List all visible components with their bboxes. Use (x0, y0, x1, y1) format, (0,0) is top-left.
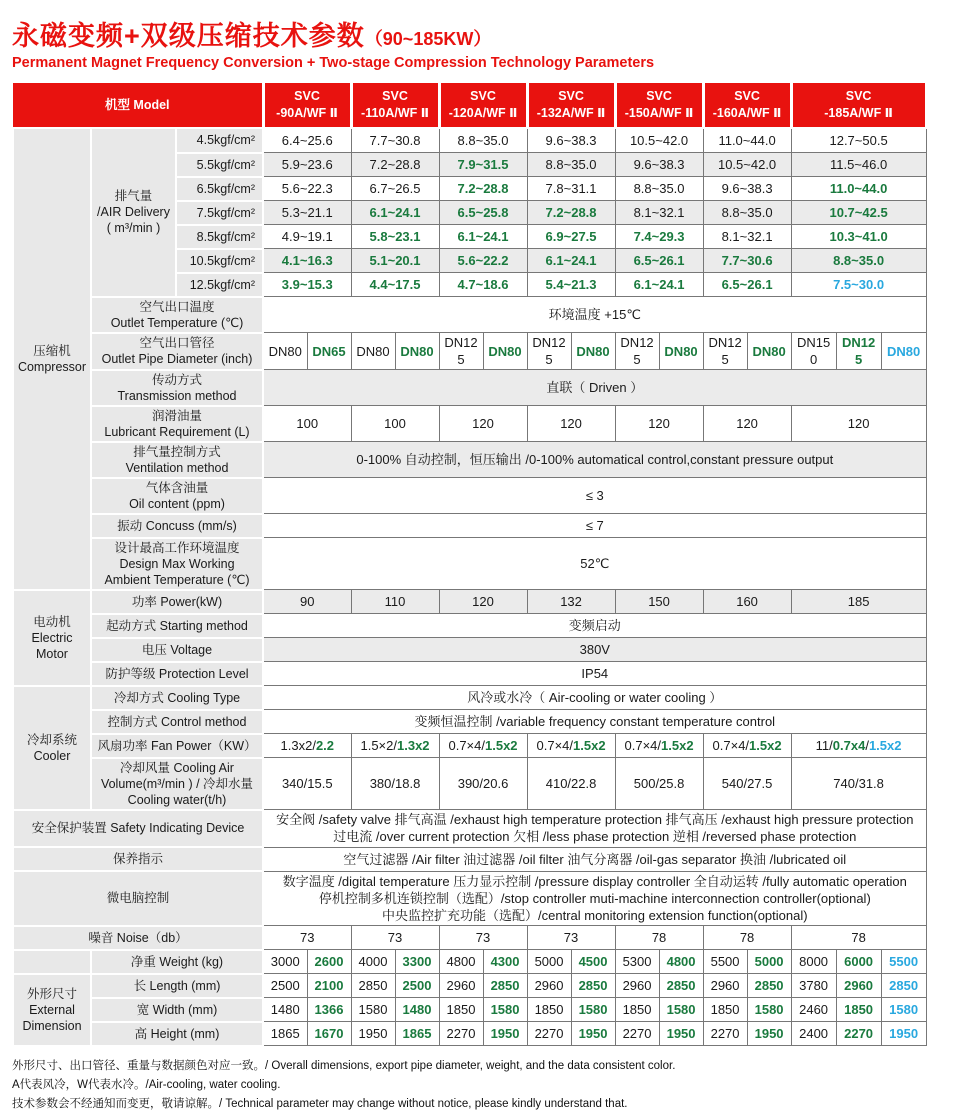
value-cell: 1580 (571, 998, 615, 1022)
value-cell: 1950 (747, 1022, 791, 1046)
spanning-value-cell: 风冷或水冷（ Air-cooling or water cooling ） (263, 686, 926, 710)
value-cell: 7.2~28.8 (351, 153, 439, 177)
value-cell: DN80 (571, 333, 615, 370)
value-cell: 4.1~16.3 (263, 249, 351, 273)
value-cell: 120 (791, 406, 926, 442)
row-label-cell: 传动方式 Transmission method (91, 370, 263, 406)
value-cell: 7.9~31.5 (439, 153, 527, 177)
value-cell: 4.4~17.5 (351, 273, 439, 297)
footer-note: 外形尺寸、出口管径、重量与数据颜色对应一致。/ Overall dimensions, export pipe diameter, weight, and the data consistent color. (12, 1059, 676, 1072)
group-label-cell (13, 950, 91, 974)
value-cell: 7.4~29.3 (615, 225, 703, 249)
value-cell: 5.6~22.2 (439, 249, 527, 273)
spanning-value-cell: ≤ 3 (263, 478, 926, 514)
table-row (13, 950, 926, 974)
value-cell: 2400 (791, 1022, 836, 1046)
table-row (13, 926, 926, 950)
value-cell: 9.6~38.3 (703, 177, 791, 201)
row-label-cell: 排气量控制方式 Ventilation method (91, 442, 263, 478)
value-segment: 2.2 (315, 738, 335, 754)
value-cell: DN80 (881, 333, 926, 370)
value-cell: 1850 (439, 998, 483, 1022)
value-cell: 10.3~41.0 (791, 225, 926, 249)
value-cell: 3.9~15.3 (263, 273, 351, 297)
value-cell: 1850 (703, 998, 747, 1022)
value-cell: 1950 (659, 1022, 703, 1046)
value-cell: 185 (791, 590, 926, 614)
value-cell: 2960 (439, 974, 483, 998)
value-segment: 1.3x2 (397, 738, 430, 754)
table-body (13, 83, 926, 1046)
table-row (13, 638, 926, 662)
value-cell: 90 (263, 590, 351, 614)
table-row (13, 514, 926, 538)
value-cell: 1580 (659, 998, 703, 1022)
row-label-cell: 冷却方式 Cooling Type (91, 686, 263, 710)
value-cell: 1580 (351, 998, 395, 1022)
value-cell: 5.4~21.3 (527, 273, 615, 297)
value-cell: 4.9~19.1 (263, 225, 351, 249)
parameters-table (12, 83, 928, 1047)
table-row (13, 297, 926, 333)
value-cell (703, 734, 791, 758)
spanning-value-cell: 变频恒温控制 /variable frequency constant temperature control (263, 710, 926, 734)
value-cell: 6.1~24.1 (351, 201, 439, 225)
spanning-value-cell: 直联（ Driven ） (263, 370, 926, 406)
pressure-label-cell: 4.5kgf/cm² (176, 128, 263, 153)
value-cell: 8.1~32.1 (615, 201, 703, 225)
value-cell: 1366 (307, 998, 351, 1022)
value-cell: 120 (703, 406, 791, 442)
footer-note: 技术参数会不经通知而变更，敬请谅解。/ Technical parameter may change without notice, please kindly understand that. (12, 1097, 628, 1110)
value-cell: 2960 (527, 974, 571, 998)
value-cell: 3000 (263, 950, 307, 974)
value-cell: 1670 (307, 1022, 351, 1046)
value-cell: 8.8~35.0 (703, 201, 791, 225)
value-cell: 340/15.5 (263, 758, 351, 810)
value-cell: 2960 (615, 974, 659, 998)
value-cell: 10.5~42.0 (703, 153, 791, 177)
page-title-range: （90~185KW） (364, 29, 492, 49)
value-cell: 73 (527, 926, 615, 950)
row-label-cell: 保养指示 (13, 847, 263, 871)
value-cell: DN125 (439, 333, 483, 370)
model-header-cell: SVC -185A/WF Ⅱ (791, 83, 926, 128)
value-segment: 11/ (815, 738, 833, 754)
table-row (13, 686, 926, 710)
value-cell: 740/31.8 (791, 758, 926, 810)
value-cell: 4000 (351, 950, 395, 974)
value-segment: 1.5x2 (573, 738, 606, 754)
value-segment: 0.7x4 (832, 738, 866, 754)
value-cell: 120 (439, 590, 527, 614)
value-cell: 9.6~38.3 (527, 128, 615, 153)
pressure-label-cell: 12.5kgf/cm² (176, 273, 263, 297)
row-label-cell: 设计最高工作环境温度 Design Max Working Ambient Temperature (℃) (91, 538, 263, 590)
value-cell: 100 (351, 406, 439, 442)
value-cell: 120 (527, 406, 615, 442)
value-cell: 2270 (527, 1022, 571, 1046)
value-cell: 5.1~20.1 (351, 249, 439, 273)
value-cell: 4.7~18.6 (439, 273, 527, 297)
value-cell: DN80 (395, 333, 439, 370)
row-label-cell: 冷却风量 Cooling Air Volume(m³/min ) / 冷却水量 Cooling water(t/h) (91, 758, 263, 810)
value-cell: 5500 (881, 950, 926, 974)
value-segment: 0.7×4/ (712, 738, 750, 754)
pressure-label-cell: 5.5kgf/cm² (176, 153, 263, 177)
value-cell: 132 (527, 590, 615, 614)
value-cell: 6.9~27.5 (527, 225, 615, 249)
row-label-cell: 防护等级 Protection Level (91, 662, 263, 686)
row-label-cell: 风扇功率 Fan Power（KW） (91, 734, 263, 758)
value-cell: 3780 (791, 974, 836, 998)
spanning-value-cell: 52℃ (263, 538, 926, 590)
page-title (12, 14, 948, 53)
value-cell: 110 (351, 590, 439, 614)
row-label-cell: 排气量 /AIR Delivery ( m³/min ) (91, 128, 176, 297)
table-row (13, 662, 926, 686)
value-cell: 2850 (659, 974, 703, 998)
model-header-cell: SVC -132A/WF Ⅱ (527, 83, 615, 128)
value-segment: 1.5x2 (749, 738, 782, 754)
value-cell: DN150 (791, 333, 836, 370)
value-cell: 1580 (747, 998, 791, 1022)
value-cell: 5.6~22.3 (263, 177, 351, 201)
model-header-cell: SVC -120A/WF Ⅱ (439, 83, 527, 128)
value-cell: 2460 (791, 998, 836, 1022)
table-row (13, 847, 926, 871)
table-row (13, 614, 926, 638)
pressure-label-cell: 8.5kgf/cm² (176, 225, 263, 249)
model-header-cell: SVC -160A/WF Ⅱ (703, 83, 791, 128)
value-cell: 6.7~26.5 (351, 177, 439, 201)
table-row (13, 734, 926, 758)
table-row (13, 478, 926, 514)
value-cell: 5.8~23.1 (351, 225, 439, 249)
spanning-value-cell: 变频启动 (263, 614, 926, 638)
table-row (13, 871, 926, 925)
value-cell: DN125 (615, 333, 659, 370)
row-label-cell: 润滑油量 Lubricant Requirement (L) (91, 406, 263, 442)
value-cell: 10.7~42.5 (791, 201, 926, 225)
table-row (13, 974, 926, 998)
value-cell: 78 (791, 926, 926, 950)
value-cell: 2960 (703, 974, 747, 998)
row-label-cell: 微电脑控制 (13, 871, 263, 925)
spanning-value-cell: 380V (263, 638, 926, 662)
spanning-value-cell: ≤ 7 (263, 514, 926, 538)
row-label-cell: 长 Length (mm) (91, 974, 263, 998)
value-cell: DN80 (747, 333, 791, 370)
value-cell: 7.5~30.0 (791, 273, 926, 297)
value-cell: 6.4~25.6 (263, 128, 351, 153)
value-cell: 1850 (615, 998, 659, 1022)
value-cell: DN65 (307, 333, 351, 370)
value-cell: 78 (703, 926, 791, 950)
value-segment: 1.5×2/ (360, 738, 397, 754)
value-cell: 1950 (571, 1022, 615, 1046)
row-label-cell: 气体含油量 Oil content (ppm) (91, 478, 263, 514)
pressure-label-cell: 10.5kgf/cm² (176, 249, 263, 273)
value-cell: 4300 (483, 950, 527, 974)
value-cell: 5000 (747, 950, 791, 974)
value-cell (439, 734, 527, 758)
table-row (13, 710, 926, 734)
value-cell: 7.2~28.8 (439, 177, 527, 201)
value-cell (351, 734, 439, 758)
value-cell: 6.1~24.1 (527, 249, 615, 273)
model-column-header: 机型 Model (13, 83, 263, 128)
spanning-value-cell: 数字温度 /digital temperature 压力显示控制 /pressure display controller 全自动运转 /fully automatic operation 停机控制多机连锁控制（选配）/stop controller muti-machine interconnection controller(optional) 中央监控扩充功能（选配）/central monitoring extension function(optional) (263, 871, 926, 925)
value-cell: 160 (703, 590, 791, 614)
value-segment: 0.7×4/ (448, 738, 485, 754)
value-cell: 1850 (527, 998, 571, 1022)
value-cell: 2500 (395, 974, 439, 998)
value-cell (263, 734, 351, 758)
value-cell: 9.6~38.3 (615, 153, 703, 177)
value-cell: 410/22.8 (527, 758, 615, 810)
model-header-cell: SVC -90A/WF Ⅱ (263, 83, 351, 128)
group-label-cell: 电动机 Electric Motor (13, 590, 91, 686)
value-cell: 6.5~26.1 (615, 249, 703, 273)
group-label-cell: 冷却系统 Cooler (13, 686, 91, 810)
row-label-cell: 振动 Concuss (mm/s) (91, 514, 263, 538)
value-cell: 1480 (395, 998, 439, 1022)
table-row (13, 758, 926, 810)
table-row (13, 538, 926, 590)
value-cell: 2270 (439, 1022, 483, 1046)
table-row (13, 406, 926, 442)
table-row (13, 590, 926, 614)
value-cell: 1865 (395, 1022, 439, 1046)
value-cell: 100 (263, 406, 351, 442)
value-cell: 1580 (483, 998, 527, 1022)
value-cell: 11.5~46.0 (791, 153, 926, 177)
row-label-cell: 空气出口管径 Outlet Pipe Diameter (inch) (91, 333, 263, 370)
value-segment: 0.7×4/ (536, 738, 574, 754)
table-row (13, 998, 926, 1022)
row-label-cell: 起动方式 Starting method (91, 614, 263, 638)
value-cell: 8.8~35.0 (439, 128, 527, 153)
value-cell: 6.1~24.1 (439, 225, 527, 249)
value-cell (527, 734, 615, 758)
value-cell: 2500 (263, 974, 307, 998)
value-cell: 7.8~31.1 (527, 177, 615, 201)
value-cell: 73 (439, 926, 527, 950)
value-cell: 1950 (351, 1022, 395, 1046)
value-cell: 5.3~21.1 (263, 201, 351, 225)
value-cell: 8000 (791, 950, 836, 974)
value-cell: 7.2~28.8 (527, 201, 615, 225)
value-cell: 6000 (836, 950, 881, 974)
value-cell: DN80 (659, 333, 703, 370)
spanning-value-cell: IP54 (263, 662, 926, 686)
value-cell: 5.9~23.6 (263, 153, 351, 177)
value-cell: 2600 (307, 950, 351, 974)
value-cell: 8.8~35.0 (615, 177, 703, 201)
spanning-value-cell: 空气过滤器 /Air filter 油过滤器 /oil filter 油气分离器 /oil-gas separator 换油 /lubricated oil (263, 847, 926, 871)
value-cell: 4800 (439, 950, 483, 974)
value-cell: 8.8~35.0 (527, 153, 615, 177)
table-row (13, 370, 926, 406)
value-cell: 150 (615, 590, 703, 614)
value-segment: 1.5x2 (661, 738, 694, 754)
value-cell: 2850 (881, 974, 926, 998)
row-label-cell: 净重 Weight (kg) (91, 950, 263, 974)
value-cell (615, 734, 703, 758)
value-cell (791, 734, 926, 758)
value-cell: 500/25.8 (615, 758, 703, 810)
value-cell: 2270 (836, 1022, 881, 1046)
table-row (13, 333, 926, 370)
value-cell: 540/27.5 (703, 758, 791, 810)
page-subtitle: Permanent Magnet Frequency Conversion + Two-stage Compression Technology Parameters (12, 55, 655, 71)
value-cell: 2850 (351, 974, 395, 998)
model-header-cell: SVC -150A/WF Ⅱ (615, 83, 703, 128)
row-label-cell: 空气出口温度 Outlet Temperature (℃) (91, 297, 263, 333)
value-cell: 120 (615, 406, 703, 442)
group-label-cell: 压缩机 Compressor (13, 128, 91, 590)
value-cell: 1865 (263, 1022, 307, 1046)
group-label-cell: 外形尺寸 External Dimension (13, 974, 91, 1046)
value-cell: 8.8~35.0 (791, 249, 926, 273)
value-cell: 2850 (571, 974, 615, 998)
value-segment: 0.7×4/ (624, 738, 662, 754)
value-cell: 2270 (615, 1022, 659, 1046)
pressure-label-cell: 6.5kgf/cm² (176, 177, 263, 201)
value-cell: 12.7~50.5 (791, 128, 926, 153)
value-cell: 1480 (263, 998, 307, 1022)
spanning-value-cell: 安全阀 /safety valve 排气高温 /exhaust high temperature protection 排气高压 /exhaust high pressure protection 过电流 /over current protection 欠相 /less phase protection 逆相 /reversed phase protection (263, 810, 926, 847)
value-cell: 7.7~30.6 (703, 249, 791, 273)
value-cell: 8.1~32.1 (703, 225, 791, 249)
value-cell: 11.0~44.0 (791, 177, 926, 201)
value-cell: 2960 (836, 974, 881, 998)
value-cell: DN80 (263, 333, 307, 370)
row-label-cell: 功率 Power(kW) (91, 590, 263, 614)
value-cell: 2850 (747, 974, 791, 998)
value-cell: DN125 (527, 333, 571, 370)
model-header-cell: SVC -110A/WF Ⅱ (351, 83, 439, 128)
page-title-text: 永磁变频+双级压缩技术参数 (12, 21, 365, 51)
value-cell: 73 (263, 926, 351, 950)
value-cell: 3300 (395, 950, 439, 974)
value-cell: 6.5~25.8 (439, 201, 527, 225)
value-cell: 7.7~30.8 (351, 128, 439, 153)
value-cell: 380/18.8 (351, 758, 439, 810)
table-row (13, 442, 926, 478)
value-cell: 10.5~42.0 (615, 128, 703, 153)
value-cell: 5000 (527, 950, 571, 974)
row-label-cell: 安全保护装置 Safety Indicating Device (13, 810, 263, 847)
pressure-label-cell: 7.5kgf/cm² (176, 201, 263, 225)
value-cell: 6.1~24.1 (615, 273, 703, 297)
value-segment: 1.5x2 (868, 738, 902, 754)
value-cell: 1580 (881, 998, 926, 1022)
value-cell: DN80 (483, 333, 527, 370)
value-cell: DN125 (836, 333, 881, 370)
value-cell: DN125 (703, 333, 747, 370)
value-cell: 2100 (307, 974, 351, 998)
value-cell: 390/20.6 (439, 758, 527, 810)
table-row (13, 1022, 926, 1046)
value-cell: 2850 (483, 974, 527, 998)
row-label-cell: 宽 Width (mm) (91, 998, 263, 1022)
value-cell: 5500 (703, 950, 747, 974)
value-cell: 1950 (881, 1022, 926, 1046)
value-cell: 78 (615, 926, 703, 950)
footer-note: A代表风冷，W代表水冷。/Air-cooling, water cooling. (12, 1078, 281, 1091)
table-row (13, 810, 926, 847)
value-cell: 4800 (659, 950, 703, 974)
row-label-cell: 控制方式 Control method (91, 710, 263, 734)
row-label-cell: 噪音 Noise（db） (13, 926, 263, 950)
value-segment: / (865, 738, 869, 754)
value-cell: 1950 (483, 1022, 527, 1046)
value-cell: 11.0~44.0 (703, 128, 791, 153)
value-segment: 1.5x2 (485, 738, 518, 754)
spanning-value-cell: 环境温度 +15℃ (263, 297, 926, 333)
value-cell: 5300 (615, 950, 659, 974)
table-row (13, 128, 926, 153)
footer-notes (12, 1057, 948, 1114)
value-cell: 1850 (836, 998, 881, 1022)
row-label-cell: 电压 Voltage (91, 638, 263, 662)
value-cell: 6.5~26.1 (703, 273, 791, 297)
value-cell: DN80 (351, 333, 395, 370)
value-cell: 73 (351, 926, 439, 950)
row-label-cell: 高 Height (mm) (91, 1022, 263, 1046)
table-row (13, 83, 926, 128)
value-cell: 2270 (703, 1022, 747, 1046)
value-cell: 120 (439, 406, 527, 442)
value-cell: 4500 (571, 950, 615, 974)
spanning-value-cell: 0-100% 自动控制，恒压输出 /0-100% automatical control,constant pressure output (263, 442, 926, 478)
value-segment: 1.3x2/ (280, 738, 316, 754)
